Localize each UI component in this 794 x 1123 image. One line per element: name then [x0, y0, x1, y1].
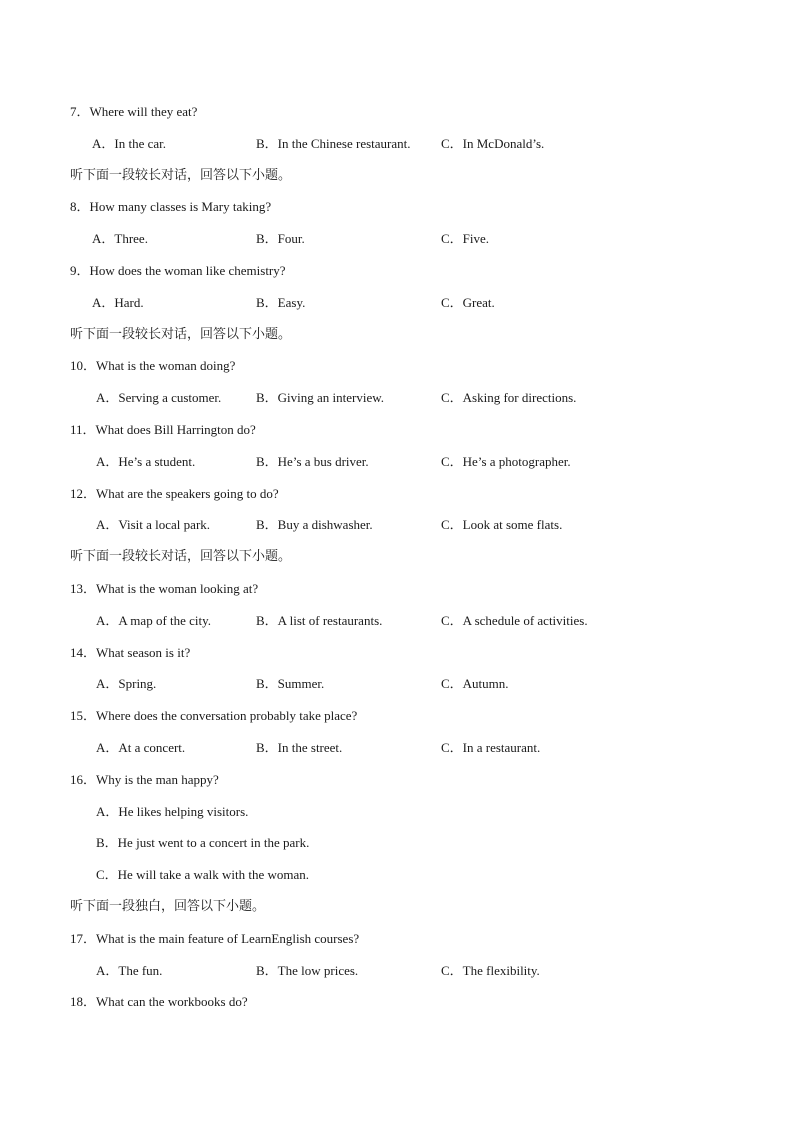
question-13: 13．What is the woman looking at? — [70, 581, 259, 596]
question-16: 16．Why is the man happy? — [70, 772, 219, 787]
option-c: C．He’s a photographer. — [441, 454, 571, 469]
question-7: 7．Where will they eat? — [70, 104, 198, 119]
option-a: A．Serving a customer. — [96, 390, 222, 405]
option-a: A．At a concert. — [96, 740, 186, 755]
option-c: C．Five. — [441, 231, 490, 246]
option-c: C．Look at some flats. — [441, 517, 563, 532]
option-c: C．Autumn. — [441, 676, 509, 691]
option-b: B．Easy. — [256, 295, 306, 310]
option-a: A．A map of the city. — [96, 613, 212, 628]
option-c: C．Asking for directions. — [441, 390, 577, 405]
question-17: 17．What is the main feature of LearnEnglish courses? — [70, 931, 360, 946]
option-a: A．Hard. — [92, 295, 144, 310]
option-c: C．In a restaurant. — [441, 740, 541, 755]
option-b: B．Summer. — [256, 676, 325, 691]
option-a: A．In the car. — [92, 136, 167, 151]
option-a: A．He likes helping visitors. — [96, 804, 249, 819]
option-c: C．The flexibility. — [441, 963, 540, 978]
option-c: C．A schedule of activities. — [441, 613, 588, 628]
option-a: A．Visit a local park. — [96, 517, 211, 532]
option-b: B．In the Chinese restaurant. — [256, 136, 411, 151]
section-instruction: 听下面一段独白，回答以下小题。 — [70, 899, 266, 914]
question-15: 15．Where does the conversation probably take place? — [70, 708, 358, 723]
option-a: A．The fun. — [96, 963, 163, 978]
question-18: 18．What can the workbooks do? — [70, 994, 248, 1009]
option-b: B．He just went to a concert in the park. — [96, 835, 310, 850]
option-b: B．The low prices. — [256, 963, 359, 978]
question-12: 12．What are the speakers going to do? — [70, 486, 279, 501]
option-c: C．In McDonald’s. — [441, 136, 545, 151]
question-10: 10．What is the woman doing? — [70, 358, 236, 373]
question-8: 8．How many classes is Mary taking? — [70, 199, 272, 214]
option-b: B．Buy a dishwasher. — [256, 517, 373, 532]
section-instruction: 听下面一段较长对话，回答以下小题。 — [70, 168, 292, 183]
option-a: A．Three. — [92, 231, 148, 246]
section-instruction: 听下面一段较长对话，回答以下小题。 — [70, 549, 292, 564]
option-b: B．A list of restaurants. — [256, 613, 383, 628]
option-a: A．Spring. — [96, 676, 157, 691]
option-b: B．In the street. — [256, 740, 343, 755]
question-14: 14．What season is it? — [70, 645, 191, 660]
section-instruction: 听下面一段较长对话，回答以下小题。 — [70, 327, 292, 342]
option-c: C．Great. — [441, 295, 495, 310]
option-b: B．Four. — [256, 231, 305, 246]
option-b: B．Giving an interview. — [256, 390, 385, 405]
question-11: 11．What does Bill Harrington do? — [70, 422, 256, 437]
option-a: A．He’s a student. — [96, 454, 196, 469]
option-c: C．He will take a walk with the woman. — [96, 867, 310, 882]
option-b: B．He’s a bus driver. — [256, 454, 369, 469]
question-9: 9．How does the woman like chemistry? — [70, 263, 286, 278]
